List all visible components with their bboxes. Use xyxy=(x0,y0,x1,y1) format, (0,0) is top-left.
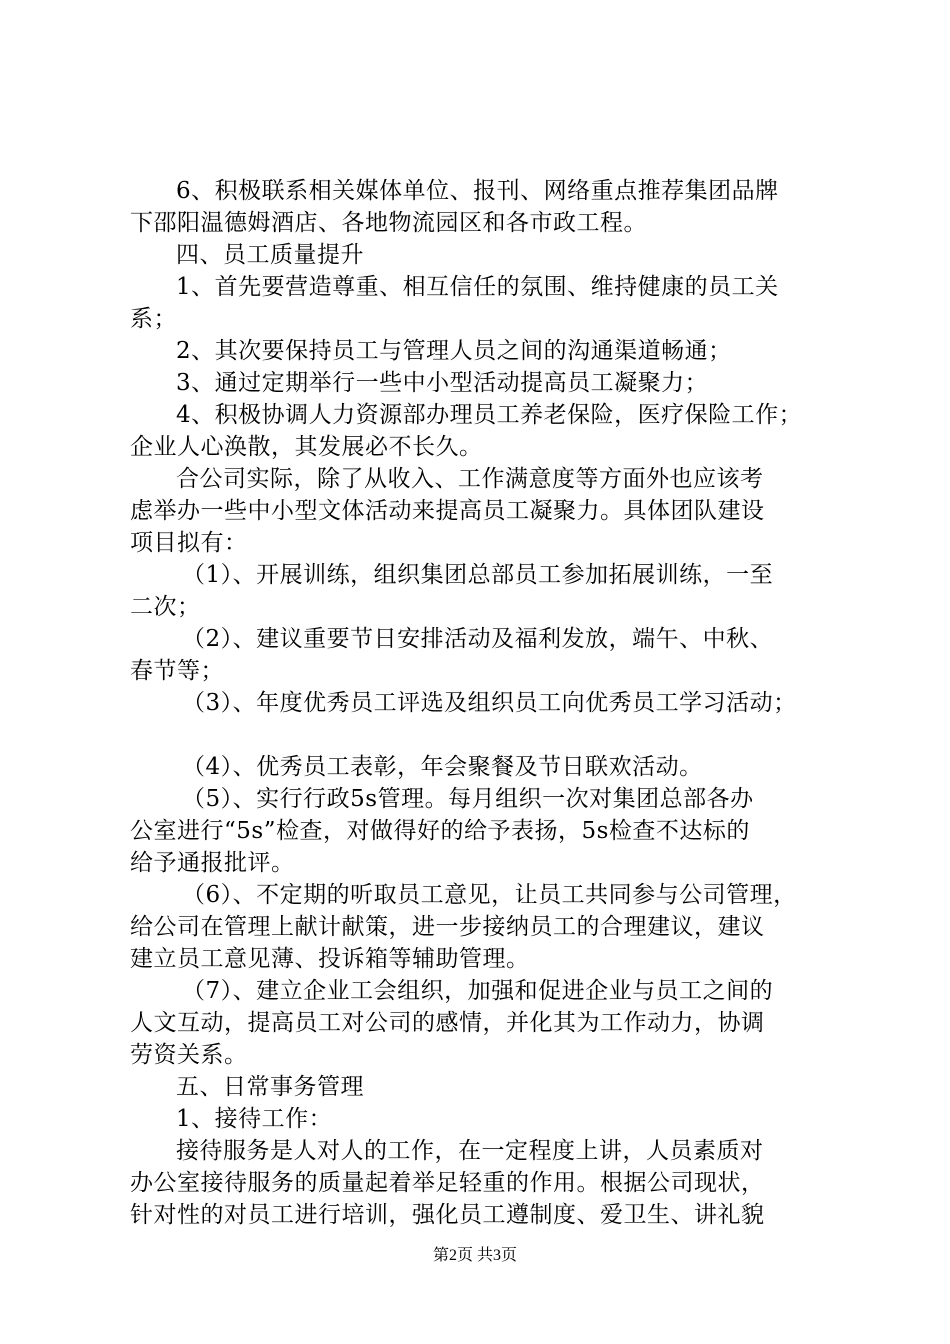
text-line: 2、其次要保持员工与管理人员之间的沟通渠道畅通； xyxy=(176,338,732,364)
text-line: （7）、建立企业工会组织，加强和促进企业与员工之间的 xyxy=(182,978,774,1004)
text-line: 1、首先要营造尊重、相互信任的氛围、维持健康的员工关 xyxy=(176,274,779,300)
section-heading: 四、员工质量提升 xyxy=(176,242,364,268)
text-line: 人文互动，提高员工对公司的感情，并化其为工作动力，协调 xyxy=(130,1010,765,1036)
text-line: （2）、建议重要节日安排活动及福利发放，端午、中秋、 xyxy=(182,626,774,652)
document-body xyxy=(130,175,835,1231)
text-line: 3、通过定期举行一些中小型活动提高员工凝聚力； xyxy=(176,370,709,396)
text-line: （5）、实行行政5s管理。每月组织一次对集团总部各办 xyxy=(182,786,754,812)
text-line: 4、积极协调人力资源部办理员工养老保险，医疗保险工作； xyxy=(176,402,803,428)
blank-line xyxy=(130,719,835,751)
text-line: 建立员工意见薄、投诉箱等辅助管理。 xyxy=(130,946,530,972)
text-line: 接待服务是人对人的工作，在一定程度上讲，人员素质对 xyxy=(176,1138,764,1164)
text-line: （4）、优秀员工表彰，年会聚餐及节日联欢活动。 xyxy=(182,754,703,780)
text-line: 项目拟有： xyxy=(130,530,248,556)
text-line: 下邵阳温德姆酒店、各地物流园区和各市政工程。 xyxy=(130,210,647,236)
text-line: 虑举办一些中小型文体活动来提高员工凝聚力。具体团队建设 xyxy=(130,498,765,524)
text-line: 给予通报批评。 xyxy=(130,850,295,876)
text-line: 1、接待工作： xyxy=(176,1106,333,1132)
text-line: 春节等； xyxy=(130,658,224,684)
text-line: 企业人心涣散，其发展必不长久。 xyxy=(130,434,483,460)
text-line: 针对性的对员工进行培训，强化员工遵制度、爱卫生、讲礼貌 xyxy=(130,1202,765,1228)
text-line: 公室进行“5s”检查，对做得好的给予表扬，5s检查不达标的 xyxy=(130,818,750,844)
text-line: 办公室接待服务的质量起着举足轻重的作用。根据公司现状， xyxy=(130,1170,765,1196)
text-line: 给公司在管理上献计献策，进一步接纳员工的合理建议，建议 xyxy=(130,914,765,940)
text-line: 二次； xyxy=(130,594,201,620)
text-line: 6、积极联系相关媒体单位、报刊、网络重点推荐集团品牌 xyxy=(176,178,779,204)
text-line: （6）、不定期的听取员工意见，让员工共同参与公司管理， xyxy=(182,882,797,908)
text-line: （3）、年度优秀员工评选及组织员工向优秀员工学习活动； xyxy=(182,690,797,716)
section-heading: 五、日常事务管理 xyxy=(176,1074,364,1100)
text-line: 劳资关系。 xyxy=(130,1042,248,1068)
text-line: 系； xyxy=(130,306,177,332)
text-line: （1）、开展训练，组织集团总部员工参加拓展训练，一至 xyxy=(182,562,774,588)
page-number-footer: 第2页 共3页 xyxy=(432,1247,517,1264)
text-line: 合公司实际，除了从收入、工作满意度等方面外也应该考 xyxy=(176,466,764,492)
